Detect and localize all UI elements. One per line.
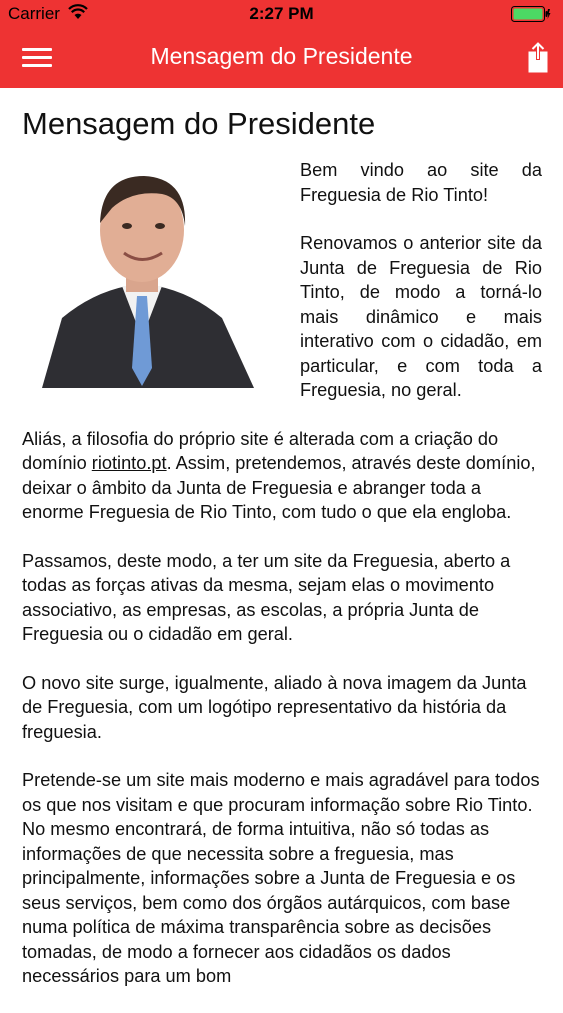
status-time: 2:27 PM [249, 4, 314, 23]
paragraph: Bem vindo ao site da Freguesia de Rio Tinto! [300, 160, 542, 205]
paragraph-text: . Assim, pretendemos, através deste domínio, deixar o âmbito da Junta de Freguesia e abranger toda a enorme Freguesia de Rio Tinto, com tudo o que ela engloba. [22, 453, 536, 522]
navigation-bar [0, 30, 563, 88]
carrier-label: Carrier [8, 4, 60, 23]
nav-title: Mensagem do Presidente [150, 43, 413, 69]
article-content [22, 88, 542, 1013]
page-title: Mensagem do Presidente [22, 106, 376, 141]
paragraph: Renovamos o anterior site da Junta de Freguesia de Rio Tinto, de modo a torná-lo mais dinâmico e mais interativo com o cidadão, em particular, e com toda a Freguesia, no geral. [300, 233, 542, 400]
status-bar [0, 0, 563, 30]
paragraph [22, 427, 542, 525]
paragraph-text: Aliás, a filosofia do próprio site é alterada com a criação do domínio [22, 428, 499, 473]
riotinto-link[interactable]: riotinto.pt [91, 453, 167, 473]
share-icon[interactable] [523, 42, 553, 74]
paragraph: O novo site surge, igualmente, aliado à nova imagem da Junta de Freguesia, com um logótipo representativo da história da freguesia. [22, 672, 527, 742]
battery-icon [511, 6, 551, 22]
paragraph: Pretende-se um site mais moderno e mais agradável para todos os que nos visitam e que procuram informação sobre Rio Tinto. No mesmo encontrará, de forma intuitiva, não só todas as informações de que necessita sobre a freguesia, mas principalmente, informações sobre a Junta de Freguesia e os seus serviços, bem como dos órgãos autárquicos, com base numa política de máxima transparência sobre as decisões tomadas, de modo a fornecer aos cidadãos os dados necessários para um bom [22, 770, 540, 986]
paragraph: Passamos, deste modo, a ter um site da Freguesia, aberto a todas as forças ativas da mesma, sejam elas o movimento associativo, as empresas, as escolas, a própria Junta de Freguesia ou o cidadão em geral. [22, 550, 511, 644]
president-photo [22, 168, 262, 388]
